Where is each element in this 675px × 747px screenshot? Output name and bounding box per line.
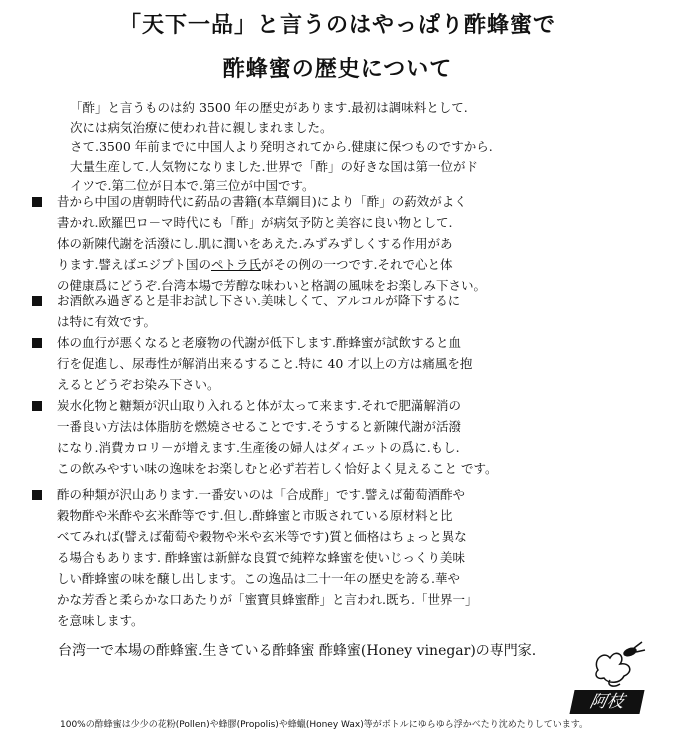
section-line: は特に有效です。 bbox=[57, 314, 157, 329]
section-line: になり.消費カロリ－が增えます.生產後の婦人はダィエットの爲に.もし. bbox=[57, 440, 460, 455]
section-line: この飲みやすい味の逸味をお楽しむと必ず若若しく恰好よく見えること です。 bbox=[57, 461, 498, 476]
section-line: えるとどうぞお染み下さい。 bbox=[57, 377, 220, 392]
square-bullet-icon bbox=[32, 401, 42, 411]
section-line: 一番良い方法は体脂肪を燃燒させることです.そうすると新陳代謝が活潑 bbox=[57, 419, 461, 434]
bee-logo-icon bbox=[590, 640, 650, 690]
square-bullet-icon bbox=[32, 338, 42, 348]
intro-line: 大量生産して.人気物になりました.世界で「酢」の好きな国は第一位がド bbox=[70, 158, 478, 174]
section-line: ります.譬えばエジプト国のペトラ氏がその例の一つです.それで心と体 bbox=[57, 257, 453, 272]
section-line: 体の血行が悪くなると老廢物の代謝が低下します.酢蜂蜜が試飲すると血 bbox=[57, 335, 461, 350]
section-line: 穀物酢や米酢や玄米酢等です.但し.酢蜂蜜と市販されている原材料と比 bbox=[57, 508, 453, 523]
intro-paragraph bbox=[70, 98, 645, 196]
square-bullet-icon bbox=[32, 197, 42, 207]
section-line: 酢の种類が沢山あります.一番安いのは「合成酢」です.譬えば葡萄酒酢や bbox=[57, 487, 465, 502]
square-bullet-icon bbox=[32, 296, 42, 306]
section-line: お酒飲み過ぎると是非お試し下さい.美味しくて、アルコルが降下するに bbox=[57, 293, 461, 308]
page-subtitle: 酢蜂蜜の歴史について bbox=[222, 57, 453, 82]
intro-line: さて.3500 年前までに中国人より発明されてから.健康に保つものですから. bbox=[70, 139, 493, 154]
section-text bbox=[57, 395, 647, 479]
section-line: しい酢蜂蜜の味を醸し出します。この逸品は二十一年の歴史を誇る.華や bbox=[57, 571, 460, 586]
brand-logo-stamp: 阿枝 bbox=[569, 690, 644, 714]
section-text bbox=[57, 332, 647, 395]
intro-line: 「酢」と言うものは約 3500 年の歴史があります.最初は調味料として. bbox=[70, 100, 468, 115]
section-line: 体の新陳代謝を活潑にし.肌に潤いをあえた.みずみずしくする作用があ bbox=[57, 236, 453, 251]
section-line: 昔から中国の唐朝時代に葯品の書籍(本草綱目)により「酢」の葯效がよく bbox=[57, 194, 467, 209]
section-line: 炭水化物と糖類が沢山取り入れると体が太って来ます.それで肥滿解消の bbox=[57, 398, 461, 413]
section-line: べてみれば(譬えば葡萄や穀物や米や玄米等です)質と価格はちょっと異な bbox=[57, 529, 467, 544]
pollen-note: 100%の酢蜂蜜は少少の花粉(Pollen)や蜂膠(Propolis)や蜂蠟(Honey Wax)等がボトルにゆらゆら浮かべたり沈めたりしています。 bbox=[60, 720, 588, 730]
section-line: の健康爲にどうぞ.台湾本場で芳醇な味わいと格調の風味をお楽しみ下さい。 bbox=[57, 278, 486, 293]
square-bullet-icon bbox=[32, 490, 42, 500]
section-line: 行を促進し、尿毒性が解消出来るすること.特に 40 才以上の方は痛風を抱 bbox=[57, 356, 473, 371]
section-text bbox=[57, 484, 647, 631]
section-line: を意味します。 bbox=[57, 613, 144, 628]
intro-line: イツで.第二位が日本で.第三位が中国です。 bbox=[70, 178, 315, 193]
section-line: る場合もあります. 酢蜂蜜は新鮮な良質で純粹な蜂蜜を使いじっくり美味 bbox=[57, 550, 465, 565]
underlined-name: ペトラ氏 bbox=[210, 257, 261, 272]
section-line: 書かれ.欧羅巴ロ－マ時代にも「酢」が病気予防と美容に良い物として. bbox=[57, 215, 453, 230]
section-line: かな芳香と柔らかな口あたりが「蜜寶貝蜂蜜酢」と言われ.既ち.「世界一」 bbox=[57, 592, 478, 607]
intro-line: 次には病気治療に使われ昔に親しまれました。 bbox=[70, 119, 333, 135]
section-text bbox=[57, 290, 647, 332]
section-text bbox=[57, 191, 647, 296]
page-title: 「天下一品」と言うのはやっぱり酢蜂蜜で bbox=[118, 13, 556, 38]
brand-tagline: 台湾一で本場の酢蜂蜜.生きている酢蜂蜜 酢蜂蜜(Honey vinegar)の専門家. bbox=[58, 643, 537, 659]
